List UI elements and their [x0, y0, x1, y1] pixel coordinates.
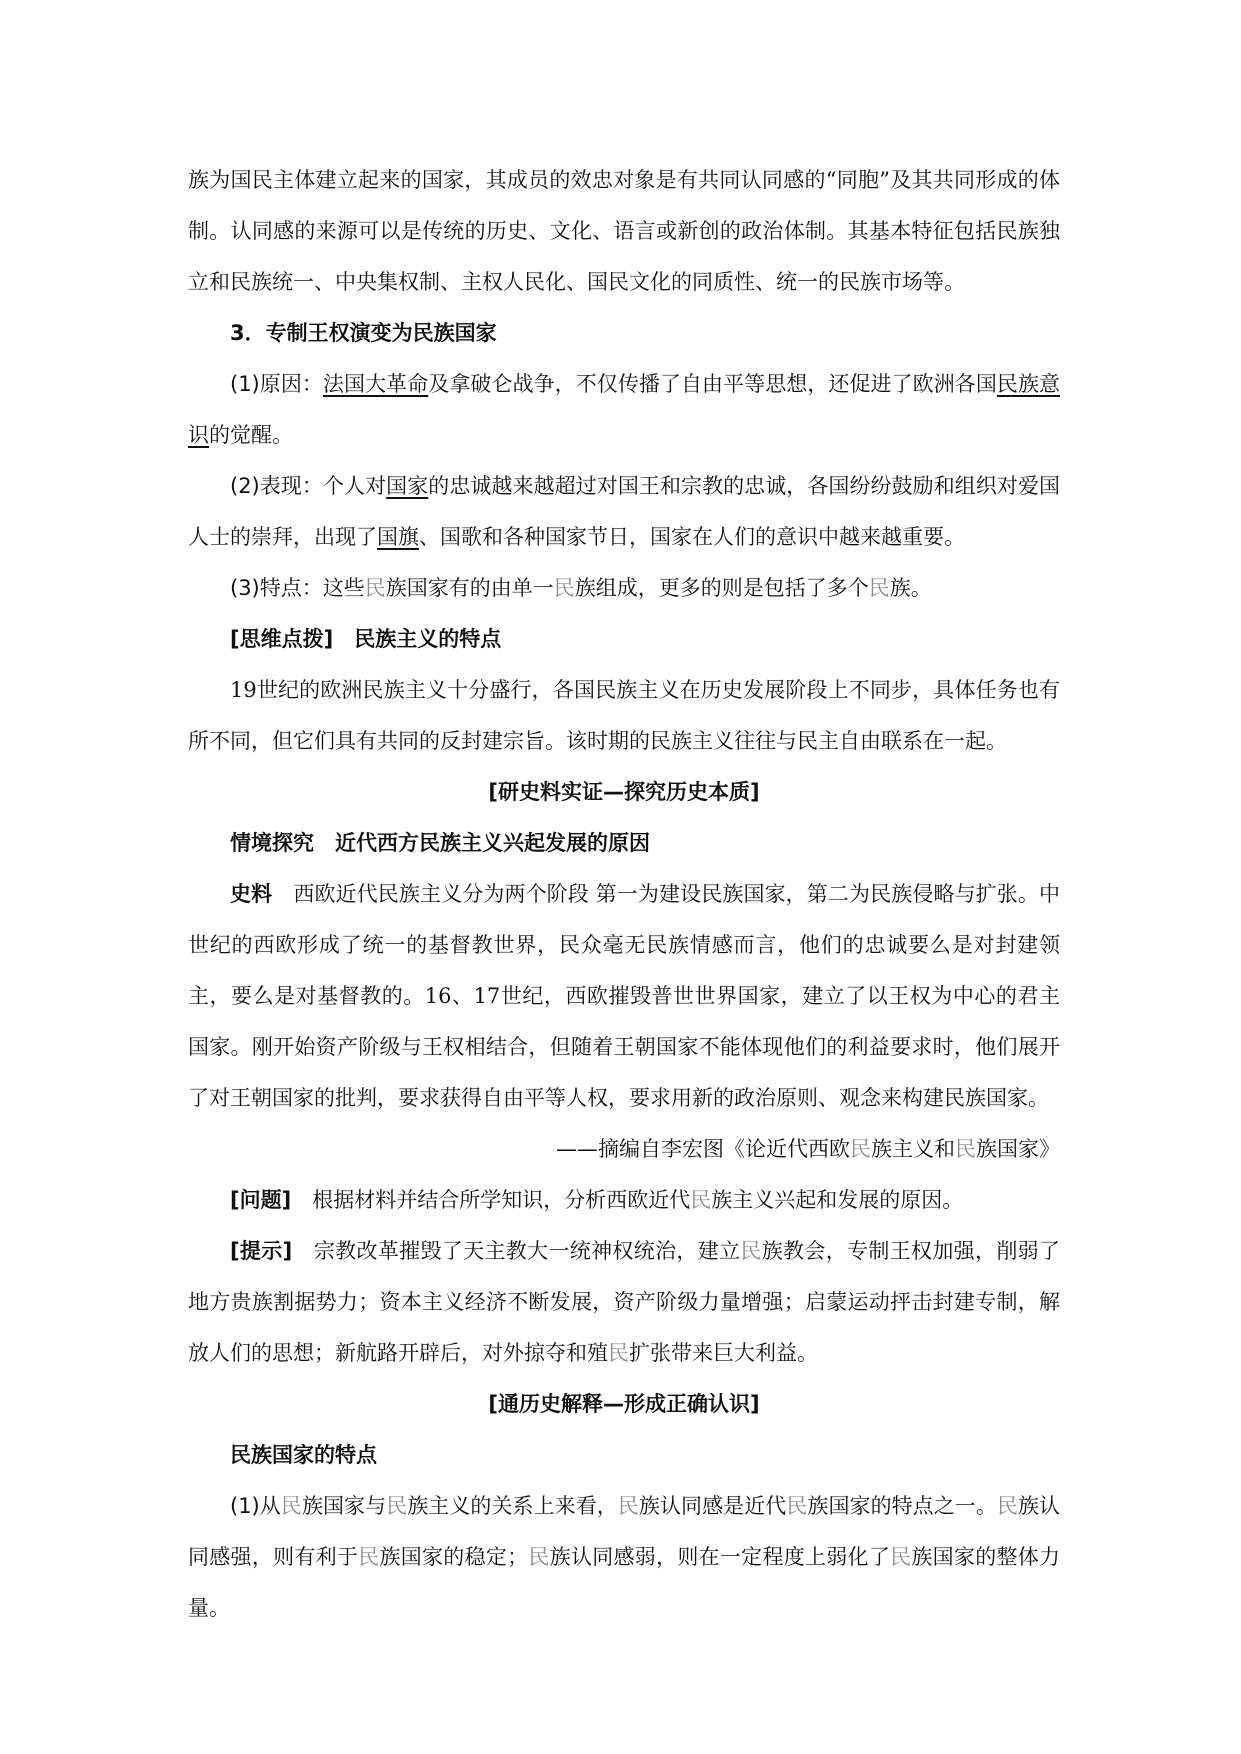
nation-state-feature-1 — [188, 1481, 1060, 1634]
feature-text-c: 族组成，更多的则是包括了多个 — [574, 576, 869, 600]
source-citation — [188, 1124, 1060, 1175]
paragraph-reason — [188, 359, 1060, 461]
section-heading-historical-evidence: [研史料实证—探究历史本质] — [488, 780, 760, 804]
nation1-mark-8: 民 — [890, 1545, 912, 1569]
paragraph-nation-state-definition: 族为国民主体建立起来的国家，其成员的效忠对象是有共同认同感的“同胞”及其共同形成的体制。认同感的来源可以是传统的历史、文化、语言或新创的政治体制。其基本特征包括民族独立和民族统一、中央集权制、主权人民化、国民文化的同质性、统一的民族市场等。 — [188, 168, 1060, 294]
question-text-b: 族主义兴起和发展的原因。 — [711, 1188, 964, 1212]
document-page — [188, 155, 1060, 1634]
scenario-title: 情境探究 近代西方民族主义兴起发展的原因 — [230, 831, 650, 855]
hint-text-b: 族教会，专制王权加强，削弱了地方贵族割据势力；资本主义经济不断发展，资产阶级力量增强；启蒙运动抨击封建专制，解放人们的思想；新航路开辟后，对外掠夺和殖 — [188, 1239, 1060, 1365]
source-label: 史料 — [230, 882, 273, 906]
heading-absolute-monarchy-to-nation-state: 3．专制王权演变为民族国家 — [230, 321, 497, 345]
feature-mark-1: 民 — [364, 576, 386, 600]
nation1-mark-3: 民 — [617, 1494, 639, 1518]
nation1-mark-7: 民 — [528, 1545, 550, 1569]
feature-mark-3: 民 — [868, 576, 890, 600]
question-mark-1: 民 — [690, 1188, 712, 1212]
reason-term-national-consciousness: 民族意识 — [188, 372, 1061, 447]
citation-mark-1: 民 — [850, 1137, 871, 1161]
hint-mark-1: 民 — [740, 1239, 762, 1263]
nation1-mark-1: 民 — [280, 1494, 302, 1518]
feature-text-b: 族国家有的由单一 — [385, 576, 554, 600]
hint-paragraph — [188, 1226, 1060, 1379]
question-label: [问题] — [230, 1188, 292, 1212]
hint-text-a: 宗教改革摧毁了天主教大一统神权统治，建立 — [292, 1239, 741, 1263]
nation1-text-c: 族主义的关系上来看， — [407, 1494, 618, 1518]
nation1-mark-2: 民 — [386, 1494, 408, 1518]
hint-text-c: 扩张带来巨大利益。 — [629, 1341, 818, 1365]
manifest-text-c: 、国歌和各种国家节日，国家在人们的意识中越来越重要。 — [419, 525, 965, 549]
reason-text-c: 的觉醒。 — [209, 423, 293, 447]
paragraph-feature — [188, 563, 1060, 614]
thinking-tip-title: [思维点拨] 民族主义的特点 — [230, 627, 502, 651]
nation1-mark-4: 民 — [786, 1494, 808, 1518]
reason-term-french-revolution: 法国大革命 — [322, 372, 429, 396]
nation1-text-h: 族认同感弱，则在一定程度上弱化了 — [549, 1545, 891, 1569]
section-heading-historical-interpretation: [通历史解释—形成正确认识] — [488, 1392, 760, 1416]
manifest-term-flag: 国旗 — [377, 525, 419, 549]
nation1-text-i: 族国家的整体力量。 — [188, 1545, 1061, 1620]
feature-text-d: 族。 — [889, 576, 932, 600]
feature-text-a: (3)特点：这些 — [230, 576, 365, 600]
nation1-mark-6: 民 — [358, 1545, 380, 1569]
source-body: 西欧近代民族主义分为两个阶段 第一为建设民族国家，第二为民族侵略与扩张。中世纪的西欧形成了统一的基督教世界，民众毫无民族情感而言，他们的忠诚要么是对封建领主，要么是对基督教的。16、17世纪，西欧摧毁普世世界国家，建立了以王权为中心的君主国家。刚开始资产阶级与王权相结合，但随着王朝国家不能体现他们的利益要求时，他们展开了对王朝国家的批判，要求获得自由平等人权，要求用新的政治原则、观念来构建民族国家。 — [188, 882, 1061, 1110]
nation1-text-d: 族认同感是近代 — [638, 1494, 787, 1518]
thinking-tip-body: 19世纪的欧洲民族主义十分盛行，各国民族主义在历史发展阶段上不同步，具体任务也有所不同，但它们具有共同的反封建宗旨。该时期的民族主义往往与民主自由联系在一起。 — [188, 678, 1060, 753]
question-paragraph — [188, 1175, 1060, 1226]
hint-mark-2: 民 — [608, 1341, 629, 1365]
citation-text-c: 族国家》 — [976, 1137, 1060, 1161]
reason-text-b: 及拿破仑战争，不仅传播了自由平等思想，还促进了欧洲各国 — [428, 372, 997, 396]
manifest-text-a: (2)表现：个人对 — [230, 474, 387, 498]
manifest-text-b: 的忠诚越来越超过对国王和宗教的忠诚，各国纷纷鼓励和组织对爱国人士的崇拜，出现了 — [188, 474, 1061, 549]
nation1-text-f: 族认同感强，则有利于 — [188, 1494, 1061, 1569]
nation1-text-a: (1)从 — [230, 1494, 281, 1518]
citation-text-b: 族主义和 — [871, 1137, 955, 1161]
nation-state-features-title: 民族国家的特点 — [230, 1443, 377, 1467]
citation-mark-2: 民 — [955, 1137, 976, 1161]
question-text-a: 根据材料并结合所学知识，分析西欧近代 — [291, 1188, 691, 1212]
citation-text-a: ——摘编自李宏图《论近代西欧 — [556, 1137, 850, 1161]
nation1-text-e: 族国家的特点之一。 — [807, 1494, 997, 1518]
hint-label: [提示] — [230, 1239, 293, 1263]
reason-text-a: (1)原因： — [230, 372, 323, 396]
nation1-mark-5: 民 — [996, 1494, 1018, 1518]
source-paragraph — [188, 869, 1060, 1124]
paragraph-manifestation — [188, 461, 1060, 563]
manifest-term-state: 国家 — [386, 474, 429, 498]
nation1-text-b: 族国家与 — [301, 1494, 387, 1518]
feature-mark-2: 民 — [553, 576, 575, 600]
nation1-text-g: 族国家的稳定； — [379, 1545, 529, 1569]
